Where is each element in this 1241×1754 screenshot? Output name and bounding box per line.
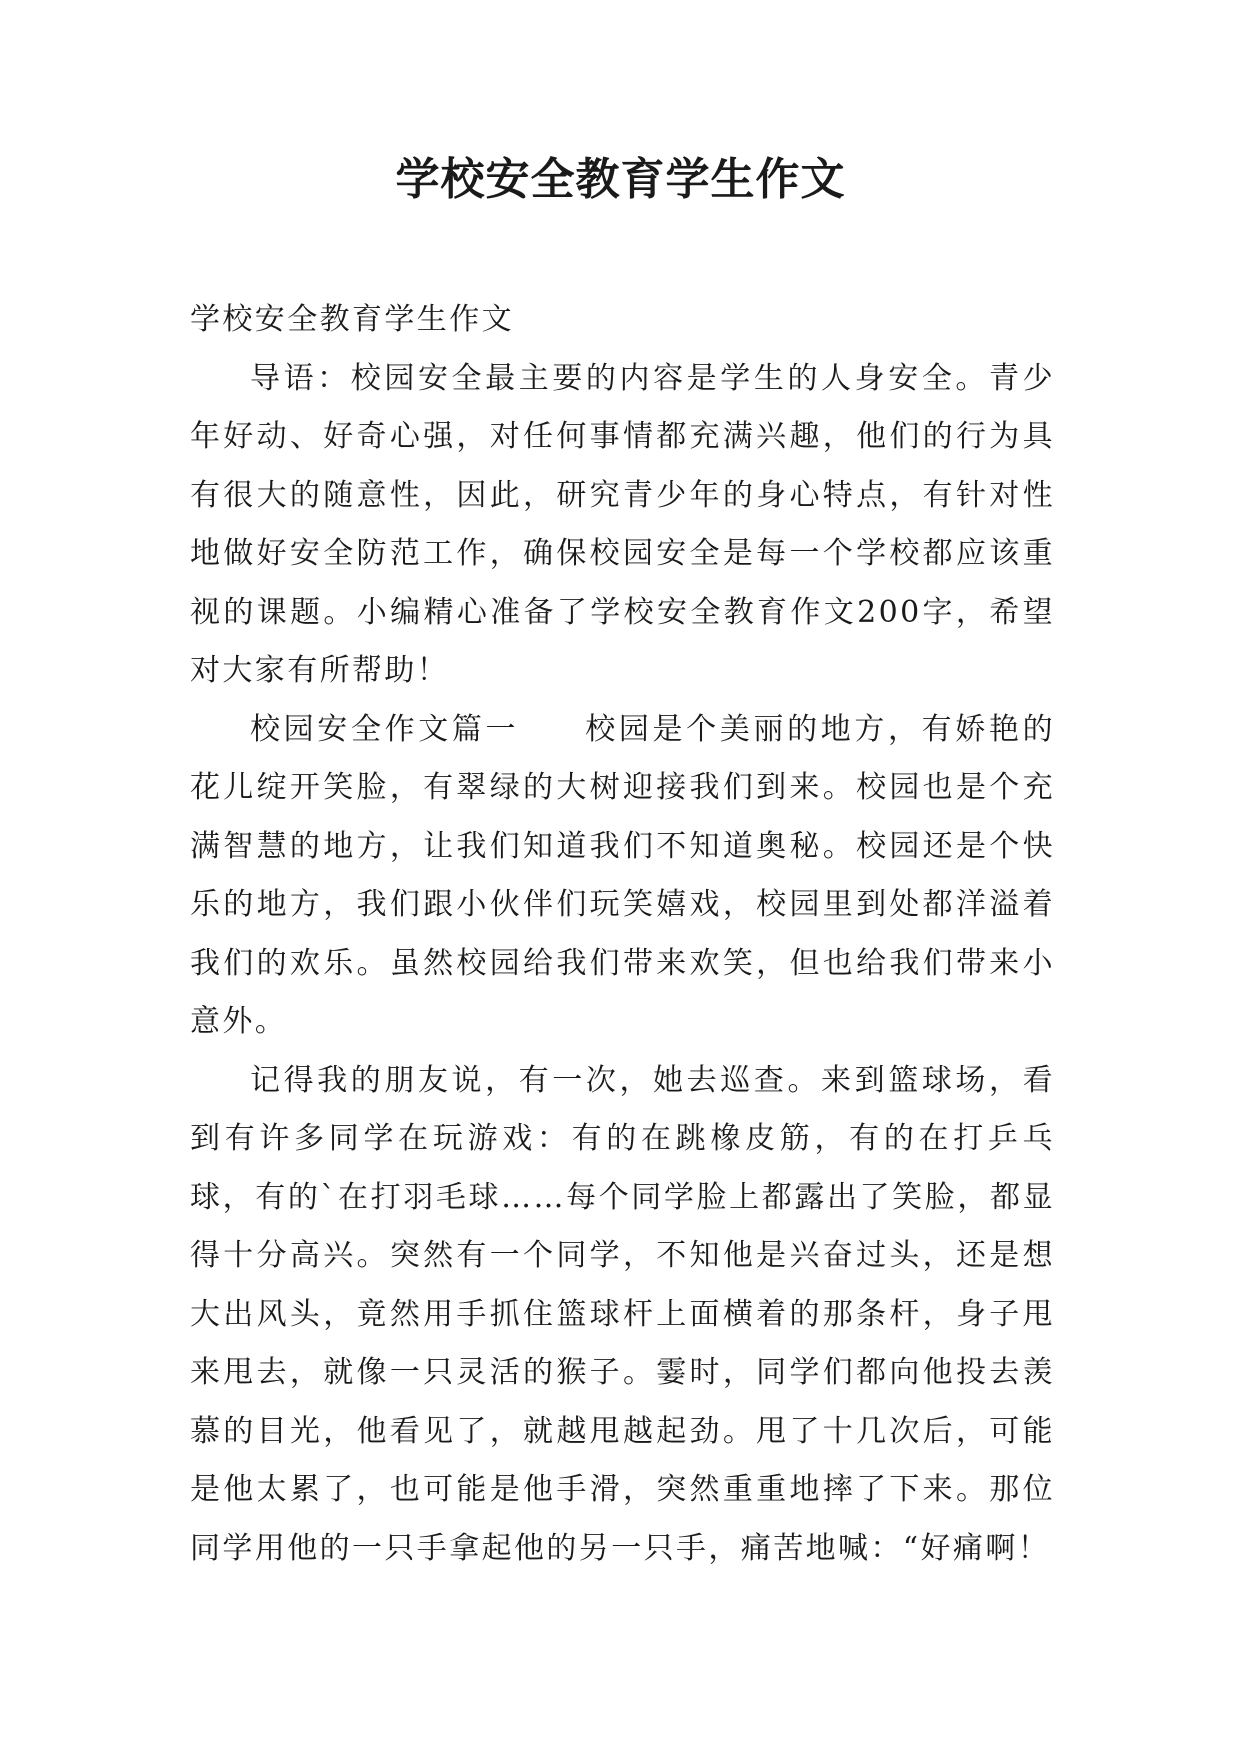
document-body: [190, 291, 1055, 1578]
intro-paragraph: 导语：校园安全最主要的内容是学生的人身安全。青少年好动、好奇心强，对任何事情都充满兴趣，他们的行为具有很大的随意性，因此，研究青少年的身心特点，有针对性地做好安全防范工作，确保校园安全是每一个学校都应该重视的课题。小编精心准备了学校安全教育作文200字，希望对大家有所帮助！: [190, 360, 1055, 688]
story-paragraph: 记得我的朋友说，有一次，她去巡查。来到篮球场，看到有许多同学在玩游戏：有的在跳橡皮筋，有的在打乒乓球，有的`在打羽毛球……每个同学脸上都露出了笑脸，都显得十分高兴。突然有一个同学，不知他是兴奋过头，还是想大出风头，竟然用手抓住篮球杆上面横着的那条杆，身子甩来甩去，就像一只灵活的猴子。霎时，同学们都向他投去羡慕的目光，他看见了，就越甩越起劲。甩了十几次后，可能是他太累了，也可能是他手滑，突然重重地摔了下来。那位同学用他的一只手拿起他的另一只手，痛苦地喊：“好痛啊！: [190, 1062, 1055, 1566]
document-title: 学校安全教育学生作文: [395, 154, 846, 205]
section1-text: 校园是个美丽的地方，有娇艳的花儿绽开笑脸，有翠绿的大树迎接我们到来。校园也是个充满智慧的地方，让我们知道我们不知道奥秘。校园还是个快乐的地方，我们跟小伙伴们玩笑嬉戏，校园里到处都洋溢着我们的欢乐。虽然校园给我们带来欢笑，但也给我们带来小意外。: [190, 711, 1055, 1039]
section1-paragraph: [190, 701, 1055, 1052]
document-subtitle: 学校安全教育学生作文: [190, 302, 514, 337]
section1-heading: 校园安全作文篇一: [250, 711, 520, 747]
